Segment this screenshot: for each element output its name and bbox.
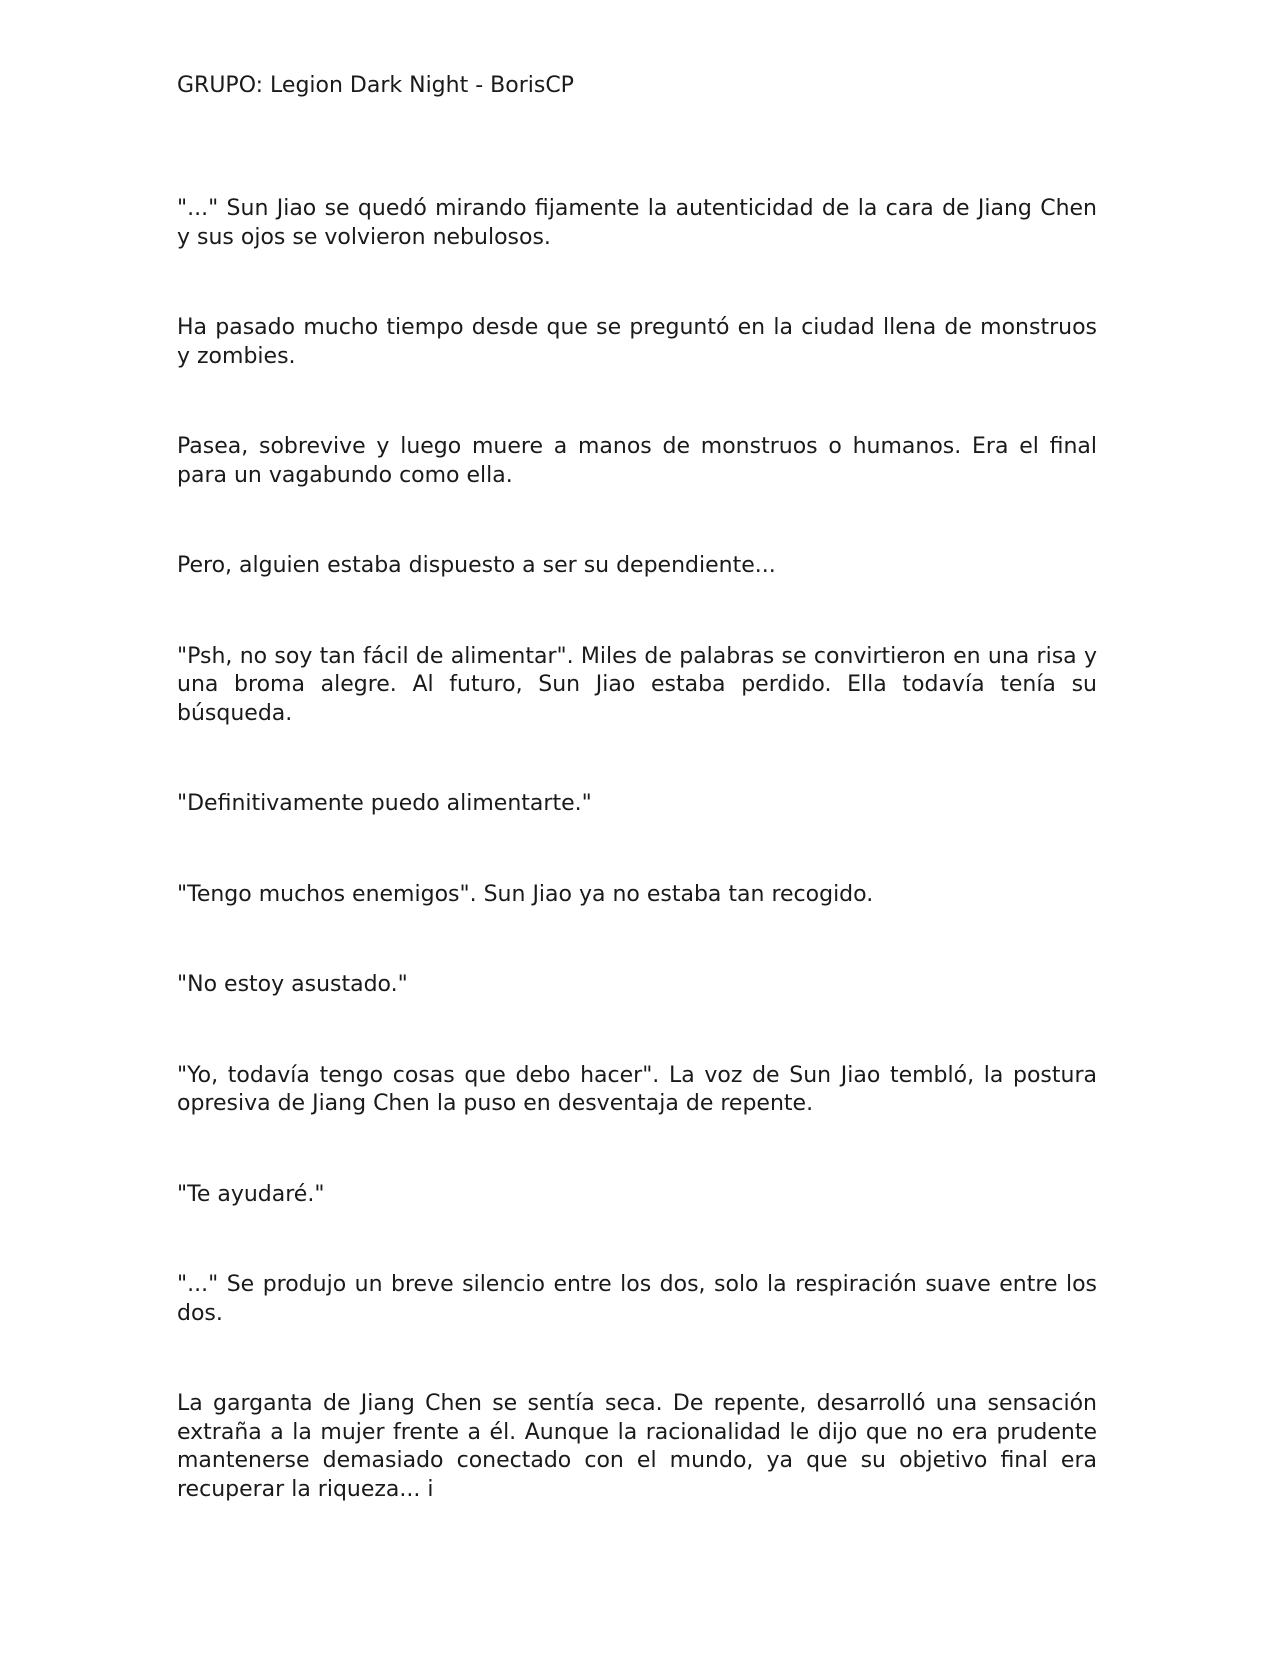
paragraph: Ha pasado mucho tiempo desde que se preguntó en la ciudad llena de monstruos y zombies. xyxy=(177,315,1097,369)
paragraph: "..." Sun Jiao se quedó mirando fijamente la autenticidad de la cara de Jiang Chen y sus ojos se volvieron nebulosos. xyxy=(177,196,1097,250)
paragraph: "Definitivamente puedo alimentarte." xyxy=(177,791,592,816)
paragraph: "Psh, no soy tan fácil de alimentar". Miles de palabras se convirtieron en una risa y una broma alegre. Al futuro, Sun Jiao estaba perdido. Ella todavía tenía su búsqueda. xyxy=(177,643,1097,726)
document-body xyxy=(177,195,1097,1566)
paragraph: Pasea, sobrevive y luego muere a manos de monstruos o humanos. Era el final para un vagabundo como ella. xyxy=(177,434,1097,488)
paragraph: Pero, alguien estaba dispuesto a ser su dependiente... xyxy=(177,553,776,578)
page-header: GRUPO: Legion Dark Night - BorisCP xyxy=(177,73,574,98)
paragraph: "Yo, todavía tengo cosas que debo hacer". La voz de Sun Jiao tembló, la postura opresiva de Jiang Chen la puso en desventaja de repente. xyxy=(177,1062,1097,1116)
paragraph: "No estoy asustado." xyxy=(177,972,408,997)
paragraph: "Te ayudaré." xyxy=(177,1181,325,1207)
paragraph: La garganta de Jiang Chen se sentía seca. De repente, desarrolló una sensación extraña a la mujer frente a él. Aunque la racionalidad le dijo que no era prudente mantenerse demasiado conectado con el mundo, ya que su objetivo final era recuperar la riqueza... i xyxy=(177,1391,1097,1502)
paragraph: "Tengo muchos enemigos". Sun Jiao ya no estaba tan recogido. xyxy=(177,881,874,907)
paragraph: "..." Se produjo un breve silencio entre los dos, solo la respiración suave entre los dos. xyxy=(177,1272,1097,1326)
